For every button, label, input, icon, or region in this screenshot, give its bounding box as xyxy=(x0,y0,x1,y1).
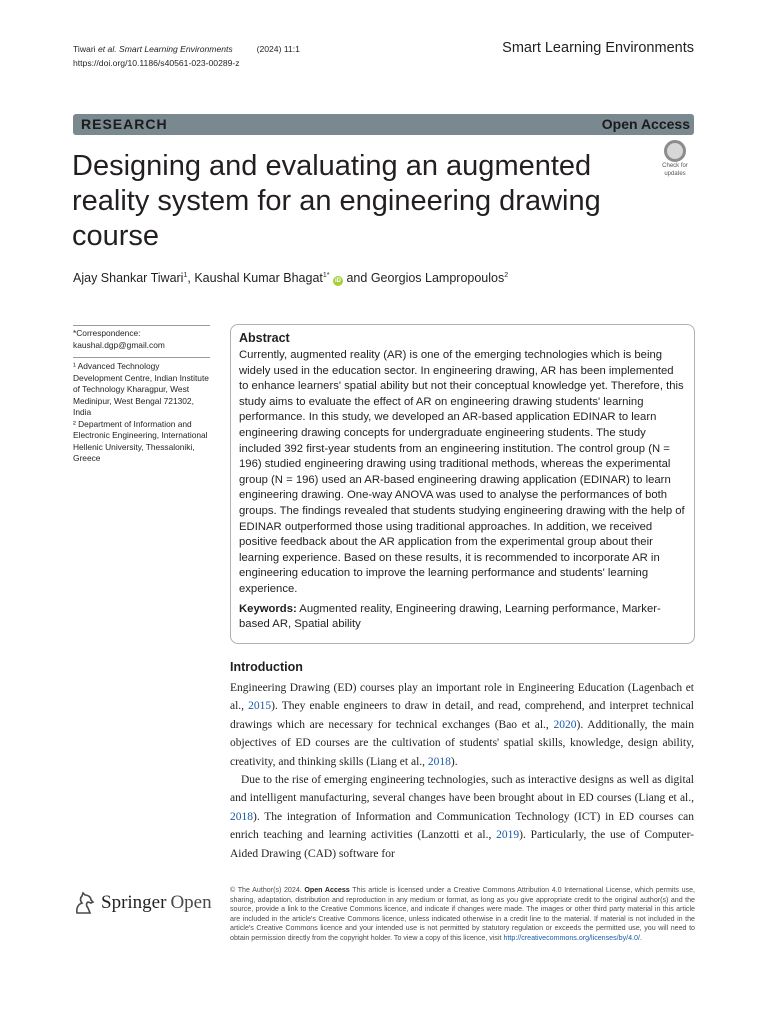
orcid-icon[interactable]: iD xyxy=(335,278,341,284)
author-2[interactable]: Kaushal Kumar Bhagat xyxy=(194,271,323,285)
citation-volume: (2024) 11:1 xyxy=(256,44,300,54)
citation-link[interactable]: 2018 xyxy=(230,810,253,823)
open-access-label: Open Access xyxy=(601,116,690,132)
affiliations-block xyxy=(73,358,210,465)
publisher-suffix: Open xyxy=(170,892,212,913)
paragraph xyxy=(230,771,694,863)
check-updates-line1: Check for xyxy=(662,163,688,169)
license-end: . xyxy=(639,933,642,942)
citation-link[interactable]: 2019 xyxy=(496,829,520,842)
license-notice xyxy=(230,886,695,944)
author-1[interactable]: Ajay Shankar Tiwari xyxy=(73,271,184,285)
abstract-text: Currently, augmented reality (AR) is one of the emerging technologies which is being widely used in the education sector. In engineering drawing, AR has been implemented to enhance learners' spatial ability but not their conceptual knowledge yet. Therefore, this study aims to evaluate the effect of AR on engineering drawing students' learning performance. In this study, we developed an AR-based application EDINAR to learn engineering drawing concepts for undergraduate engineering students. The study included 392 first-year students from an engineering institution. The control group (N = 196) studied engineering drawing using traditional methods, whereas the experimental group (N = 196) used an AR-based engineering drawing application (EDINAR) to learn engineering drawing. One-way ANOVA was used to analyse the performances of both groups. The findings revealed that students studying engineering drawing with the help of EDINAR outperformed those using traditional approaches. In addition, we received positive feedback about the AR application from the experimental group about their learning experience. Based on these results, it is recommended to incorporate AR in engineering education to improve the learning performance and students' learning experience. xyxy=(239,349,685,595)
text-run: ). Additionally, the main objectives of ED courses are the cultivation of students' spatial skills, knowledge, design ability, creativity, and thinking skills (Liang et al., xyxy=(230,718,694,768)
check-updates-line2: updates xyxy=(664,171,686,177)
doi-link[interactable]: https://doi.org/10.1186/s40561-023-00289-z xyxy=(73,58,240,68)
affiliation-2: ² Department of Information and Electronic Engineering, International Hellenic University, Thessaloniki, Greece xyxy=(73,418,208,463)
author-3-affiliation: 2 xyxy=(504,271,509,279)
license-copyright: © The Author(s) 2024. xyxy=(230,886,302,894)
publisher-name: Springer xyxy=(101,892,167,913)
license-url-link[interactable]: http://creativecommons.org/licenses/by/4.0/ xyxy=(503,933,640,942)
citation-journal: Smart Learning Environments xyxy=(119,44,233,54)
citation-line xyxy=(73,42,300,56)
check-for-updates-badge[interactable] xyxy=(655,140,695,180)
affiliation-1: ¹ Advanced Technology Development Centre, Indian Institute of Technology Kharagpur, West Medinipur, West Bengal 721302, India xyxy=(73,361,209,417)
citation-link[interactable]: 2020 xyxy=(553,718,577,731)
keywords-list: Augmented reality, Engineering drawing, Learning performance, Marker-based AR, Spatial ability xyxy=(239,602,661,631)
article-type-banner xyxy=(73,114,694,135)
article-type-label: RESEARCH xyxy=(81,116,168,132)
author-2-affiliation: 1* xyxy=(322,271,330,279)
abstract-heading: Abstract xyxy=(239,331,290,345)
citation-etal: et al. xyxy=(98,44,117,54)
text-run: Engineering Drawing (ED) courses play an important role in Engineering Education (Lagenbach et al., xyxy=(230,682,694,713)
journal-name: Smart Learning Environments xyxy=(502,40,694,56)
correspondence-sidebar xyxy=(73,325,210,465)
text-run: ). They enable engineers to draw in detail, and read, comprehend, and interpret technical drawings which are necessary for technical exchanges (Bao et al., xyxy=(230,700,694,731)
author-3[interactable]: Georgios Lampropoulos xyxy=(370,271,505,285)
introduction-heading: Introduction xyxy=(230,660,303,674)
abstract-box xyxy=(230,324,695,644)
author-list: Ajay Shankar Tiwari$^1$, Kaushal Kumar Bhagat$^{1*}$ iD and Georgios Lampropoulos$^2$ xyxy=(73,271,509,285)
introduction-body xyxy=(230,679,694,863)
check-updates-icon xyxy=(664,140,686,162)
running-header xyxy=(73,42,300,70)
license-open-access: Open Access xyxy=(304,886,350,894)
text-run: Due to the rise of emerging engineering technologies, such as interactive designs as well as digital and intelligent manufacturing, several changes have been brought about in ED courses (Liang et al., xyxy=(230,774,694,805)
publisher-logo xyxy=(73,889,212,917)
text-run: ). xyxy=(450,755,458,768)
keywords xyxy=(239,602,686,633)
correspondence-label: *Correspondence: xyxy=(73,328,141,338)
correspondence-email[interactable]: kaushal.dgp@gmail.com xyxy=(73,339,165,350)
author-joiner: and xyxy=(346,271,368,285)
correspondence-block xyxy=(73,326,210,357)
text-run: ). Particularly, the use of Computer-Aided Drawing (CAD) software for xyxy=(230,829,694,860)
author-1-affiliation: 1 xyxy=(183,271,188,279)
paragraph xyxy=(230,679,694,771)
keywords-label: Keywords: xyxy=(239,602,297,615)
citation-link[interactable]: 2015 xyxy=(248,700,272,713)
springer-horse-icon xyxy=(73,891,95,915)
article-title: Designing and evaluating an augmented reality system for an engineering drawing course xyxy=(72,150,601,252)
citation-authors: Tiwari xyxy=(73,44,96,54)
text-run: ). The integration of Information and Communication Technology (ICT) in ED courses can enrich teaching and learning activities (Lanzotti et al., xyxy=(230,810,694,842)
citation-link[interactable]: 2018 xyxy=(427,755,451,768)
license-text: This article is licensed under a Creative Commons Attribution 4.0 International License, which permits use, sharing, adaptation, distribution and reproduction in any medium or format, as long as you give appropriate credit to the original author(s) and the source, provide a link to the Creative Commons licence, and indicate if changes were made. The images or other third party material in this article are included in the article's Creative Commons licence, unless indicated otherwise in a credit line to the material. If material is not included in the article's Creative Commons licence and your intended use is not permitted by statutory regulation or exceeds the permitted use, you will need to obtain permission directly from the copyright holder. To view a copy of this licence, visit xyxy=(230,886,695,942)
